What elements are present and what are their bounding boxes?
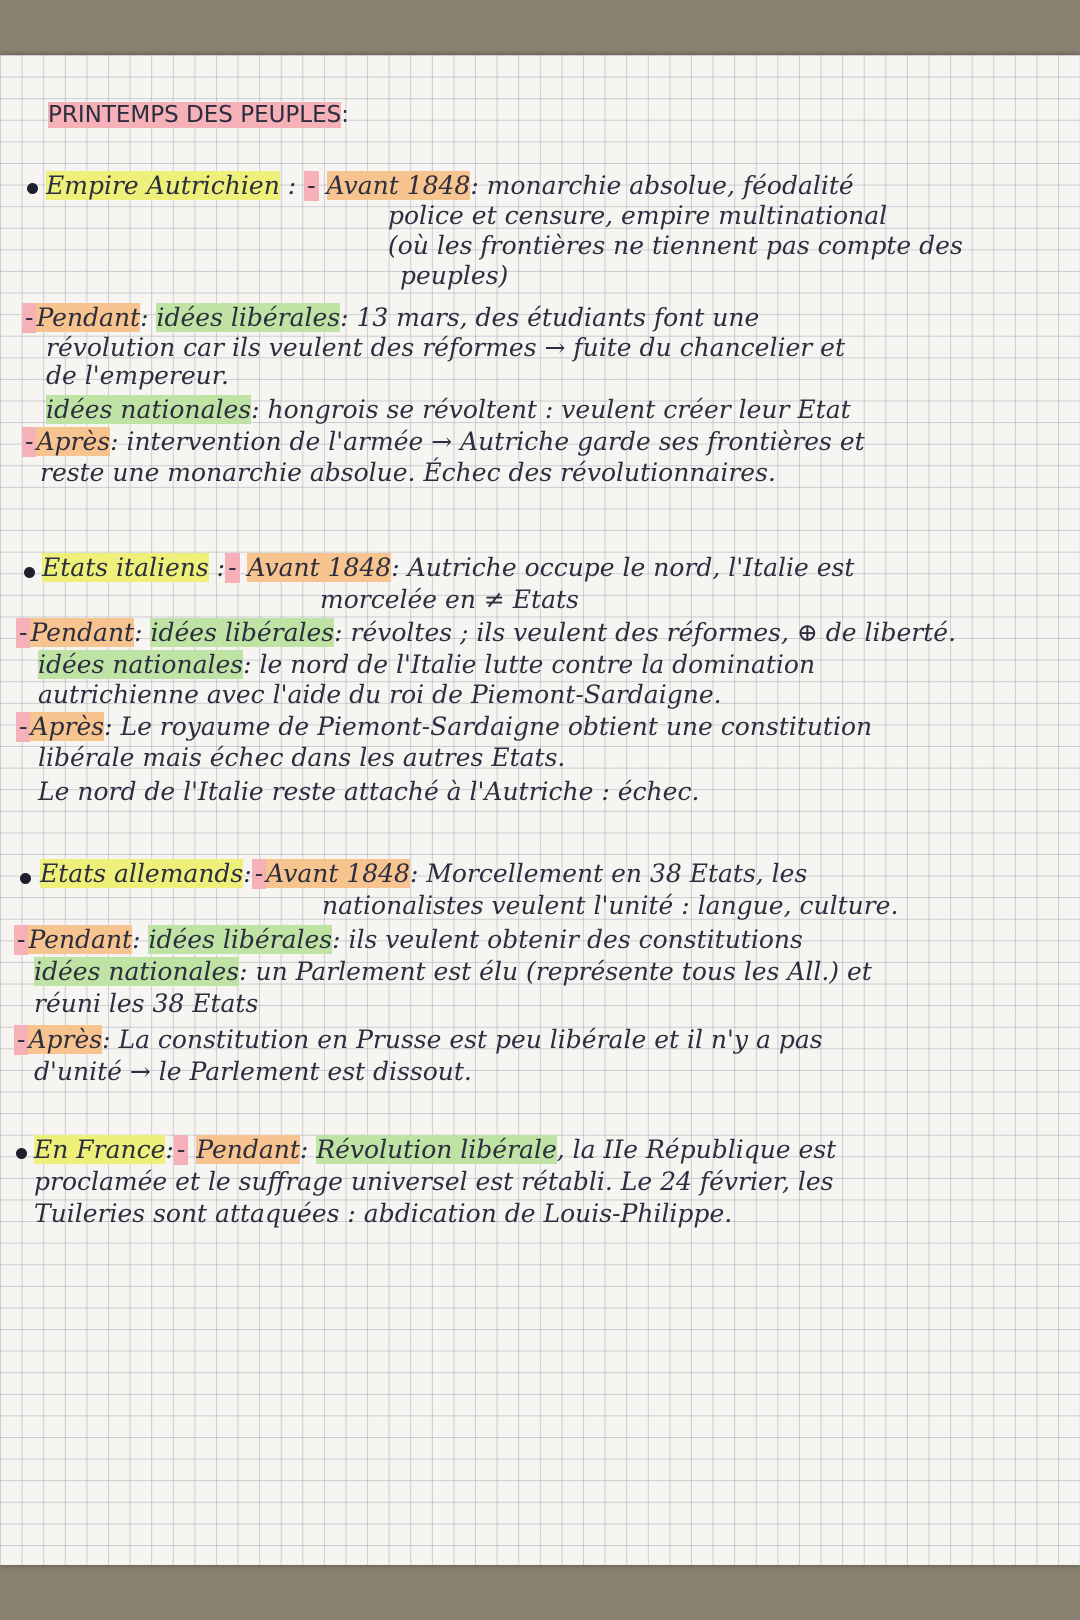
autriche-pendant: - Pendant: idées libérales: 13 mars, des étudiants font une <box>22 303 759 333</box>
allemagne-pendant: - Pendant: idées libérales: ils veulent obtenir des constitutions <box>14 925 803 955</box>
autriche-pendant-l2: révolution car ils veulent des réformes → fuite du chancelier et <box>46 333 845 362</box>
title-text: PRINTEMPS DES PEUPLES <box>48 102 342 128</box>
allemagne-avant-l2: nationalistes veulent l'unité : langue, culture. <box>322 891 899 920</box>
bullet-dot-icon <box>24 567 35 578</box>
allemagne-apres-l2: d'unité → le Parlement est dissout. <box>34 1057 472 1086</box>
autriche-avant-l3: (où les frontières ne tiennent pas compte des <box>388 231 963 260</box>
italie-avant-l2: morcelée en ≠ Etats <box>320 585 579 614</box>
allemagne-nat-l2: réuni les 38 Etats <box>34 989 259 1018</box>
italie-pendant: - Pendant: idées libérales: révoltes ; ils veulent des réformes, ⊕ de liberté. <box>16 618 956 648</box>
autriche-apres: - Après: intervention de l'armée → Autriche garde ses frontières et <box>22 427 865 457</box>
italie-heading: Etats italiens : - Avant 1848: Autriche occupe le nord, l'Italie est <box>42 553 855 582</box>
allemagne-heading: Etats allemands: - Avant 1848: Morcellement en 38 Etats, les <box>40 859 808 888</box>
italie-apres-l3: Le nord de l'Italie reste attaché à l'Autriche : échec. <box>38 777 700 806</box>
france-pendant-l3: Tuileries sont attaquées : abdication de Louis-Philippe. <box>34 1199 733 1228</box>
autriche-heading: Empire Autrichien : - Avant 1848: monarchie absolue, féodalité <box>46 171 854 200</box>
france-pendant-l2: proclamée et le suffrage universel est rétabli. Le 24 février, les <box>34 1167 834 1196</box>
autriche-nat: idées nationales: hongrois se révoltent : veulent créer leur Etat <box>46 395 851 424</box>
bullet-dot-icon <box>20 873 31 884</box>
allemagne-nat: idées nationales: un Parlement est élu (représente tous les All.) et <box>34 957 872 986</box>
autriche-apres-l2: reste une monarchie absolue. Échec des révolutionnaires. <box>40 458 776 487</box>
italie-nat: idées nationales: le nord de l'Italie lutte contre la domination <box>38 650 816 679</box>
autriche-avant-l4: peuples) <box>400 261 509 290</box>
bullet-dot-icon <box>16 1148 27 1159</box>
page-title: PRINTEMPS DES PEUPLES: <box>48 102 349 128</box>
allemagne-apres: - Après: La constitution en Prusse est peu libérale et il n'y a pas <box>14 1025 823 1055</box>
italie-apres-l2: libérale mais échec dans les autres Etats. <box>38 743 566 772</box>
autriche-avant-l2: police et censure, empire multinational <box>388 201 888 230</box>
france-heading: En France: - Pendant: Révolution libérale, la IIe République est <box>34 1135 837 1164</box>
italie-nat-l2: autrichienne avec l'aide du roi de Piemont-Sardaigne. <box>38 680 722 709</box>
italie-apres: - Après: Le royaume de Piemont-Sardaigne obtient une constitution <box>16 712 872 742</box>
notebook-page <box>0 55 1080 1565</box>
bullet-dot-icon <box>27 183 38 194</box>
autriche-pendant-l3: de l'empereur. <box>46 361 229 390</box>
